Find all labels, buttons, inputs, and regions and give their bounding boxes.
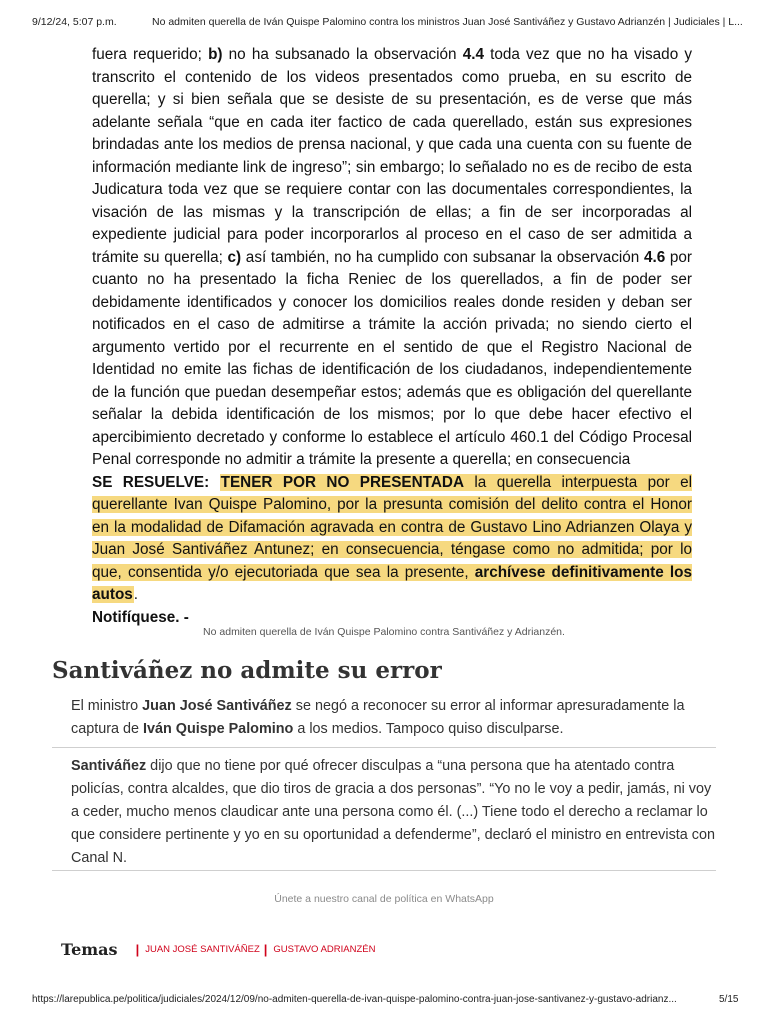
- topics-title: Temas: [61, 939, 118, 959]
- person-name: Iván Quispe Palomino: [143, 720, 294, 737]
- court-resolution-excerpt: [92, 44, 692, 629]
- topics-bar: [61, 939, 375, 959]
- topic-separator: |: [135, 941, 140, 957]
- print-page-title: No admiten querella de Iván Quispe Palomino contra los ministros Juan José Santiváñez y Gustavo Adrianzén | Judiciales | L...: [152, 16, 743, 28]
- resuelve-label: SE RESUELVE:: [92, 473, 210, 491]
- divider: [52, 870, 716, 871]
- topic-tag-adrianzen[interactable]: GUSTAVO ADRIANZÉN: [273, 943, 376, 955]
- person-name: Santiváñez: [71, 758, 147, 774]
- print-header: [0, 0, 768, 30]
- person-name: Juan José Santiváñez: [142, 698, 292, 714]
- image-caption: No admiten querella de Iván Quispe Palomino contra Santiváñez y Adrianzén.: [203, 626, 565, 638]
- quote-paragraph: Santiváñez dijo que no tiene por qué ofrecer disculpas a “una persona que ha atentado contra policías, contra alcaldes, que dio tiros de gracia a dos personas”. “Yo no le voy a pedir, jamás, ni voy a ceder, mucho menos claudicar ante una persona como él. (...) Tiene todo el derecho a reclamar lo que considere pertinente y yo en su oportunidad a defenderme”, declaró el ministro en entrevista con Canal N.: [71, 758, 715, 866]
- section-title: Santiváñez no admite su error: [52, 657, 442, 684]
- ruling-headline: TENER POR NO PRESENTADA: [220, 473, 464, 491]
- page-number: 5/15: [719, 994, 739, 1005]
- print-date: 9/12/24, 5:07 p.m.: [32, 16, 117, 28]
- topic-separator: |: [263, 941, 268, 957]
- resolution-paragraph: fuera requerido; b) no ha subsanado la observación 4.4 toda vez que no ha visado y transcrito el contenido de los videos presentados como prueba, en su escrito de querella; y si bien señala que se desiste de su presentación, es de verse que más adelante señala “que en cada iter factico de cada querellado, están sus expresiones brindadas ante los medios de prensa nacional, y que cada una cuenta con su fuente de información mediante link de ingreso”; sin embargo; lo señalado no es de recibo de esta Judicatura toda vez que se requiere contar con las documentales correspondientes, la visación de las mismas y la transcripción de ellas; a fin de ser incorporadas al expediente judicial para poder incorporarlos al proceso en el caso de ser admitida a trámite su querella; c) así también, no ha cumplido con subsanar la observación 4.6 por cuanto no ha presentado la ficha Reniec de los querellados, a fin de poder ser debidamente identificados y conocer los domicilios reales donde residen y deban ser notificados en el caso de admitirse a trámite la acción privada; no siendo cierto el argumento vertido por el recurrente en el sentido de que el Registro Nacional de Identidad no emite las fichas de identificación de los ciudadanos, independientemente de la función que puedan desempeñar estos; además que es obligación del querellante señalar la debida identificación de los mismos; por lo que debe hacer efectivo el apercibimiento decretado y conforme lo establece el artículo 460.1 del Código Procesal Penal corresponde no admitir a trámite la presente a querella; en consecuencia: [92, 46, 692, 468]
- topic-tag-santivanez[interactable]: JUAN JOSÉ SANTIVÁÑEZ: [145, 943, 260, 955]
- divider: [52, 747, 716, 748]
- whatsapp-channel-link[interactable]: Únete a nuestro canal de política en WhatsApp: [274, 893, 494, 905]
- article-paragraph: El ministro Juan José Santiváñez se negó a reconocer su error al informar apresuradamente la captura de Iván Quispe Palomino a los medios. Tampoco quiso disculparse.: [71, 698, 685, 737]
- resolution-ruling: SE RESUELVE: TENER POR NO PRESENTADA la querella interpuesta por el querellante Ivan Quispe Palomino, por la presunta comisión del delito contra el Honor en la modalidad de Difamación agravada en contra de Gustavo Lino Adrianzen Olaya y Juan José Santiváñez Antunez; en consecuencia, téngase como no admitida; por lo que, consentida y/o ejecutoriada que sea la presente, archívese definitivamente los autos.: [92, 473, 692, 603]
- page-url: https://larepublica.pe/politica/judiciales/2024/12/09/no-admiten-querella-de-ivan-quispe-palomino-contra-juan-jose-santivanez-y-gustavo-adrianz...: [32, 994, 677, 1005]
- notify-line: Notifíquese. -: [92, 608, 189, 626]
